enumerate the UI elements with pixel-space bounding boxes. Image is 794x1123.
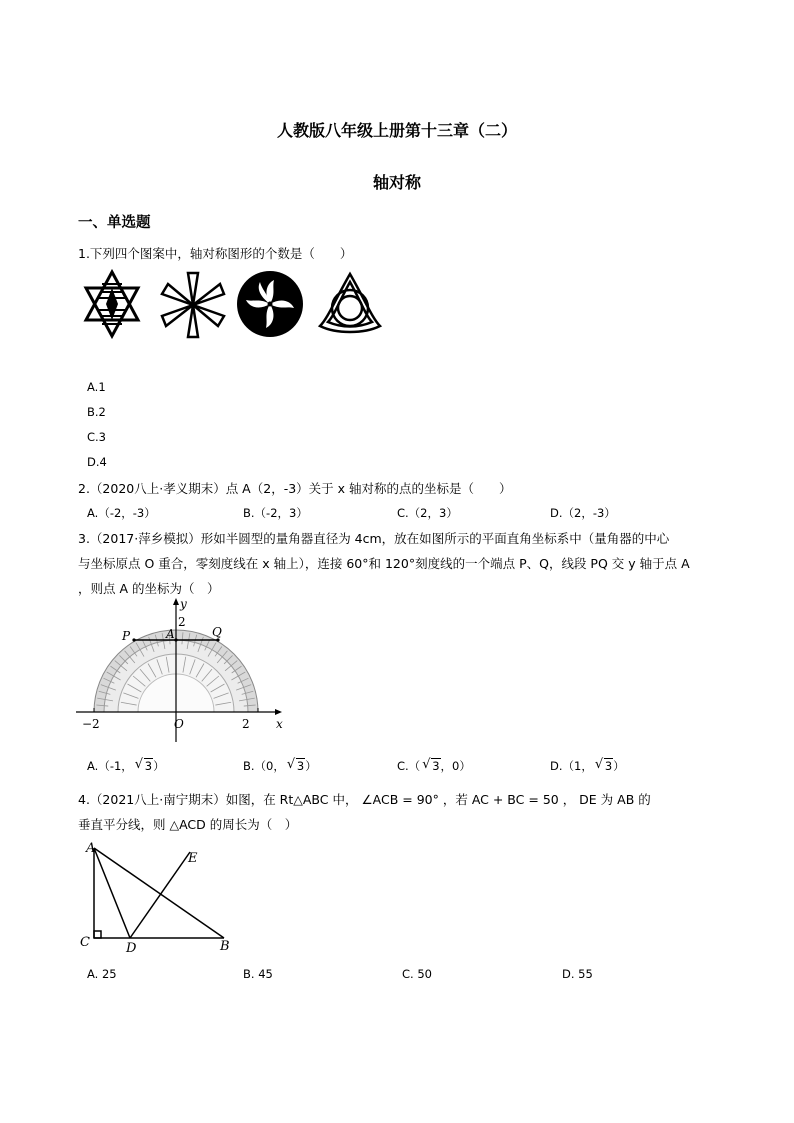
q3-option-b-radicand: 3 bbox=[296, 759, 305, 773]
q4-option-a[interactable]: A. 25 bbox=[87, 967, 117, 981]
q3-option-d-radicand: 3 bbox=[604, 759, 613, 773]
vertex-c-label: C bbox=[80, 935, 90, 950]
question-1-stem: 1.下列四个图案中，轴对称图形的个数是（ ） bbox=[78, 246, 353, 261]
point-e-label: E bbox=[188, 851, 198, 866]
pattern-flower-disk-icon bbox=[236, 270, 304, 338]
q2-option-c[interactable]: C.（2，3） bbox=[397, 506, 458, 520]
pattern-pinwheel-icon bbox=[158, 270, 228, 340]
question-4-stem-line-2: 垂直平分线，则 △ACD 的周长为（ ） bbox=[78, 817, 298, 832]
q3-option-b[interactable] bbox=[243, 758, 317, 774]
triangle-figure bbox=[74, 838, 244, 956]
q3-option-d[interactable] bbox=[550, 758, 625, 774]
q3-option-b-suffix: ） bbox=[305, 759, 317, 773]
q3-option-b-prefix: B.（0， bbox=[243, 759, 285, 773]
q3-option-a-radicand: 3 bbox=[144, 759, 153, 773]
q1-option-c[interactable]: C.3 bbox=[87, 430, 107, 444]
point-q-label: Q bbox=[212, 625, 222, 639]
q3-option-c-prefix: C.（ bbox=[397, 759, 421, 773]
q3-option-d-prefix: D.（1， bbox=[550, 759, 593, 773]
sqrt-icon: √ 3 bbox=[286, 757, 305, 773]
q3-option-c-suffix: ，0） bbox=[440, 759, 471, 773]
q3-option-c-radicand: 3 bbox=[432, 759, 440, 773]
q4-option-d[interactable]: D. 55 bbox=[562, 967, 593, 981]
document-subtitle: 轴对称 bbox=[372, 173, 421, 192]
tick-label-x-neg2: −2 bbox=[82, 717, 100, 731]
q4-option-b[interactable]: B. 45 bbox=[243, 967, 273, 981]
point-p-label: P bbox=[122, 629, 131, 643]
question-3-stem-line-1: 3.（2017·萍乡模拟）形如半圆型的量角器直径为 4cm，放在如图所示的平面直角坐标系中（量角器的中心 bbox=[78, 531, 670, 546]
vertex-a-label: A bbox=[86, 841, 96, 856]
point-a-label: A bbox=[166, 627, 175, 641]
pattern-star-icon bbox=[78, 268, 146, 340]
q3-option-a-suffix: ） bbox=[153, 759, 165, 773]
axis-x-label: x bbox=[276, 717, 283, 731]
protractor-coordinate-figure bbox=[76, 598, 286, 746]
axis-y-label: y bbox=[180, 597, 187, 611]
point-d-label: D bbox=[126, 941, 137, 956]
pattern-triquetra-icon bbox=[314, 268, 386, 338]
document-title: 人教版八年级上册第十三章（二） bbox=[276, 121, 517, 140]
sqrt-icon: √ 3 bbox=[134, 757, 153, 773]
tick-label-y-2: 2 bbox=[178, 615, 186, 629]
sqrt-icon: √ 3 bbox=[422, 757, 440, 773]
tick-label-x-2: 2 bbox=[242, 717, 250, 731]
q4-option-c[interactable]: C. 50 bbox=[402, 967, 432, 981]
q1-option-a[interactable]: A.1 bbox=[87, 380, 106, 394]
q2-option-a[interactable]: A.（-2，-3） bbox=[87, 506, 156, 520]
vertex-b-label: B bbox=[220, 939, 230, 954]
q2-option-d[interactable]: D.（2，-3） bbox=[550, 506, 616, 520]
q3-option-c[interactable] bbox=[397, 758, 471, 774]
question-3-stem-line-3: ，则点 A 的坐标为（ ） bbox=[78, 581, 220, 596]
q1-option-d[interactable]: D.4 bbox=[87, 455, 107, 469]
question-3-stem-line-2: 与坐标原点 O 重合，零刻度线在 x 轴上），连接 60°和 120°刻度线的一个端点 P、Q，线段 PQ 交 y 轴于点 A bbox=[78, 556, 690, 571]
q1-option-b[interactable]: B.2 bbox=[87, 405, 106, 419]
q3-option-a-prefix: A.（-1， bbox=[87, 759, 133, 773]
question-4-stem-line-1: 4.（2021八上·南宁期末）如图，在 Rt△ABC 中， ∠ACB = 90° ，若 AC + BC = 50 ， DE 为 AB 的 bbox=[78, 792, 651, 807]
q3-option-a[interactable] bbox=[87, 758, 165, 774]
section-heading: 一、单选题 bbox=[78, 215, 151, 231]
question-2-stem: 2.（2020八上·孝义期末）点 A（2，-3）关于 x 轴对称的点的坐标是（ ） bbox=[78, 481, 512, 496]
origin-label: O bbox=[174, 717, 184, 731]
sqrt-icon: √ 3 bbox=[594, 757, 613, 773]
q3-option-d-suffix: ） bbox=[613, 759, 625, 773]
q2-option-b[interactable]: B.（-2，3） bbox=[243, 506, 308, 520]
